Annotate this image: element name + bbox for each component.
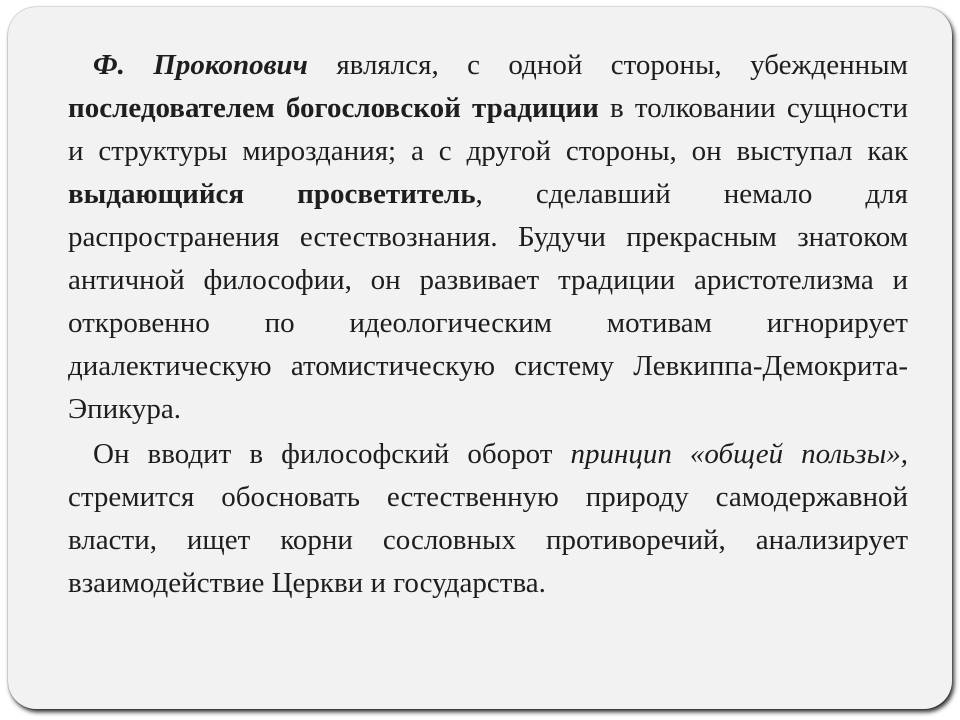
paragraph-1 — [68, 44, 908, 431]
paragraph-1-bold-1: последователем богословской традиции — [68, 92, 599, 124]
author-name: Ф. Прокопович — [93, 49, 308, 81]
paragraph-1-text-1: являлся, с одной стороны, убежденным — [307, 49, 908, 81]
paragraph-1-text-2: в толковании сущности и структуры мироздания; а с другой стороны, он выступал как — [68, 92, 908, 167]
paragraph-1-bold-2: выдающийся просветитель — [68, 178, 476, 210]
paragraph-2-italic-1: принцип «общей пользы», — [570, 438, 908, 470]
paragraph-2 — [68, 433, 908, 605]
paragraph-2-text-1: Он вводит в философский оборот — [93, 438, 571, 470]
text-block — [68, 44, 908, 605]
content-panel — [8, 7, 952, 709]
paragraph-1-text-3: , сделавший немало для распространения естествознания. Будучи прекрасным знатоком античной философии, он развивает традиции аристотелизма и откровенно по идеологическим мотивам игнорирует диалектическую атомистическую систему Левкиппа-Демокрита-Эпикура. — [68, 178, 908, 425]
paragraph-2-text-2: стремится обосновать естественную природу самодержавной власти, ищет корни сословных противоречий, анализирует взаимодействие Церкви и государства. — [68, 481, 908, 599]
